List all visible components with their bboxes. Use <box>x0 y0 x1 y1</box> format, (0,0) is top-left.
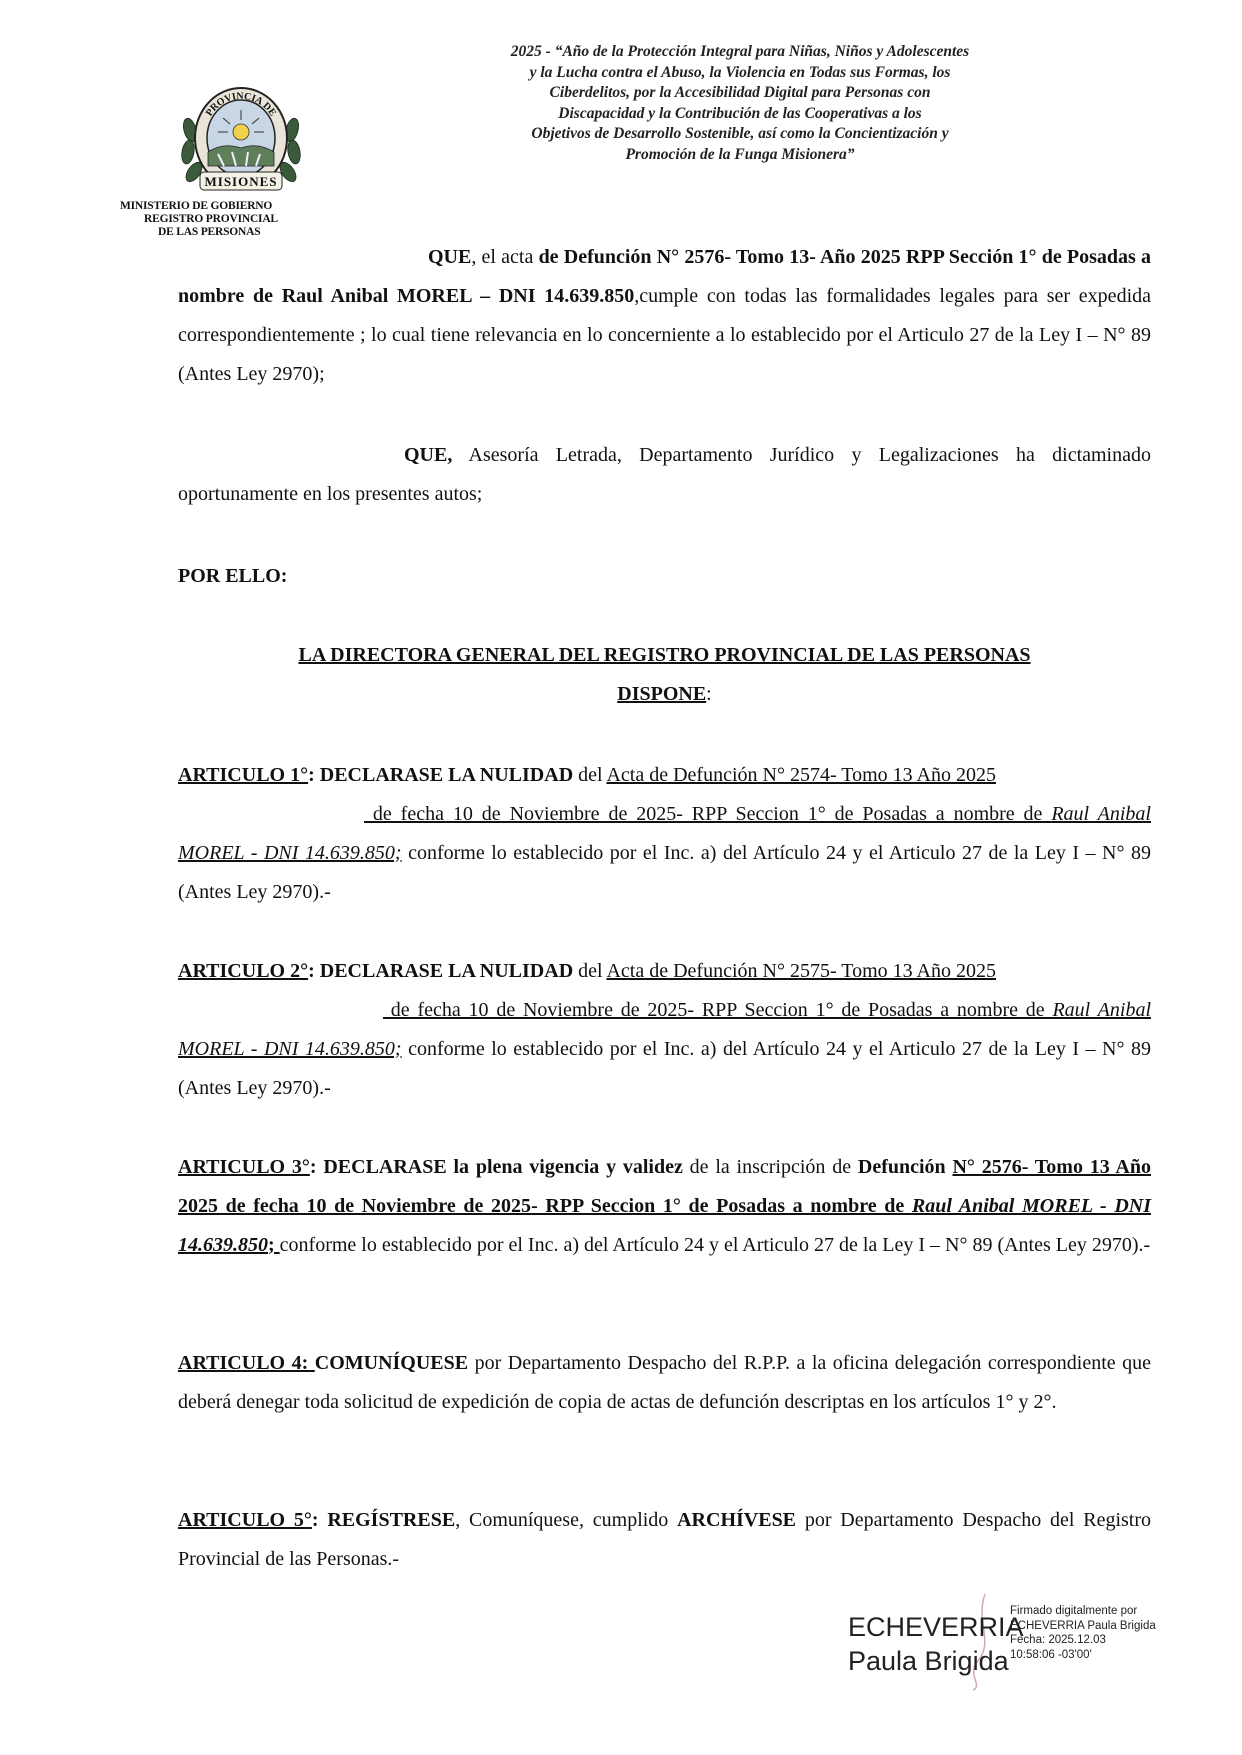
digital-signature-info: Firmado digitalmente por ECHEVERRIA Paula Brigida Fecha: 2025.12.03 10:58:06 -03'00' <box>1010 1605 1156 1661</box>
articulo-4: ARTICULO 4: COMUNÍQUESE por Departamento Despacho del R.P.P. a la oficina delegación correspondiente que deberá denegar toda solicitud de expedición de copia de actas de defunción descriptas en los artículos 1° y 2°. <box>178 1352 1152 1413</box>
considerando-paragraph-1: QUE, el acta de Defunción N° 2576- Tomo 13- Año 2025 RPP Sección 1° de Posadas a nombre de Raul Anibal MOREL – DNI 14.639.850,cumple con todas las formalidades legales para ser expedida correspondientemente ; lo cual tiene relevancia en lo concerniente a lo establecido por el Articulo 27 de la Ley I – N° 89 (Antes Ley 2970); <box>178 246 1152 385</box>
articulo-2: ARTICULO 2°: DECLARASE LA NULIDAD del Acta de Defunción N° 2575- Tomo 13 Año 2025 de fecha 10 de Noviembre de 2025- RPP Seccion 1° de Posadas a nombre de Raul Anibal MOREL - DNI 14.639.850; conforme lo establecido por el Inc. a) del Artículo 24 y el Articulo 27 de la Ley I – N° 89 (Antes Ley 2970).- <box>178 960 1151 1099</box>
ministry-label: MINISTERIO DE GOBIERNO REGISTRO PROVINCIAL DE LAS PERSONAS <box>120 200 278 238</box>
por-ello-heading: POR ELLO: <box>178 565 288 587</box>
year-motto: 2025 - “Año de la Protección Integral para Niñas, Niños y Adolescentes y la Lucha contra el Abuso, la Violencia en Todas sus Formas, los Ciberdelitos, por la Accesibilidad Digital para Personas con Discapacidad y la Contribución de las Cooperativas a los Objetivos de Desarrollo Sostenible, así como la Concientización y Promoción de la Funga Misionera” <box>510 43 970 163</box>
provincial-seal-logo <box>178 80 304 198</box>
articulo-1: ARTICULO 1°: DECLARASE LA NULIDAD del Acta de Defunción N° 2574- Tomo 13 Año 2025 de fecha 10 de Noviembre de 2025- RPP Seccion 1° de Posadas a nombre de Raul Anibal MOREL - DNI 14.639.850; conforme lo establecido por el Inc. a) del Artículo 24 y el Articulo 27 de la Ley I – N° 89 (Antes Ley 2970).- <box>178 764 1151 903</box>
articulo-3: ARTICULO 3°: DECLARASE la plena vigencia y validez de la inscripción de Defunción N° 2576- Tomo 13 Año 2025 de fecha 10 de Noviembre de 2025- RPP Seccion 1° de Posadas a nombre de Raul Anibal MOREL - DNI 14.639.850; conforme lo establecido por el Inc. a) del Artículo 24 y el Articulo 27 de la Ley I – N° 89 (Antes Ley 2970).- <box>178 1156 1151 1256</box>
articulo-5: ARTICULO 5°: REGÍSTRESE, Comuníquese, cumplido ARCHÍVESE por Departamento Despacho del Registro Provincial de las Personas.- <box>178 1509 1151 1570</box>
svg-text:PROVINCIA DE: PROVINCIA DE <box>203 90 279 119</box>
signer-name: ECHEVERRIA Paula Brigida <box>848 1612 1024 1676</box>
considerando-paragraph-2: QUE, Asesoría Letrada, Departamento Jurídico y Legalizaciones ha dictaminado oportunamente en los presentes autos; <box>178 444 1151 505</box>
svg-text:MISIONES: MISIONES <box>204 174 278 189</box>
dispone-heading: LA DIRECTORA GENERAL DEL REGISTRO PROVINCIAL DE LAS PERSONAS DISPONE: <box>298 644 1031 705</box>
